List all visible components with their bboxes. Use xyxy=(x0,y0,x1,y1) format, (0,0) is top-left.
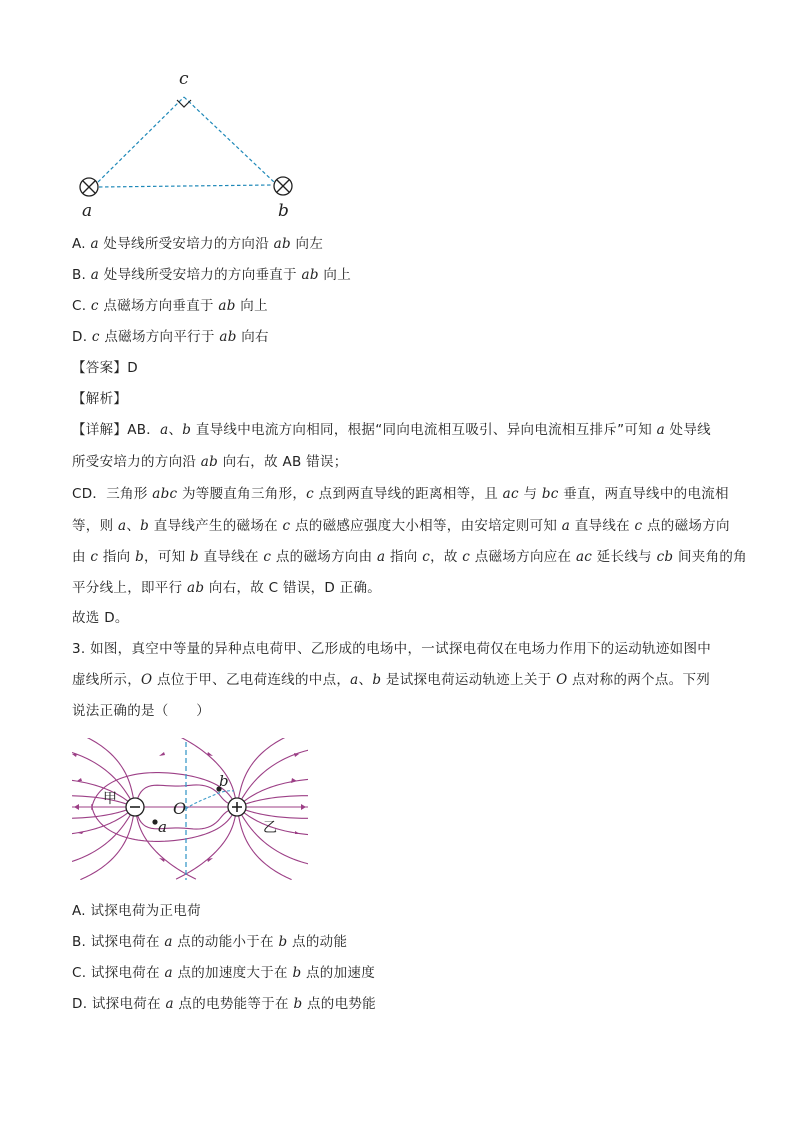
q3-option-b xyxy=(72,932,347,952)
math-variable: a xyxy=(656,422,665,438)
text-run: 平分线上，即平行 xyxy=(72,580,187,596)
q3-option-c xyxy=(72,963,375,983)
text-run: 、 xyxy=(168,422,183,438)
text-run: 直导线在 xyxy=(198,549,264,565)
text-run: ，可知 xyxy=(144,549,191,565)
text-run: A. 试探电荷为正电荷 xyxy=(72,903,201,919)
trajectory-dashed-line xyxy=(186,791,234,809)
math-variable: c xyxy=(282,518,291,534)
negative-charge-icon xyxy=(126,798,144,816)
text-run: C. xyxy=(72,298,91,314)
math-variable: a xyxy=(118,518,127,534)
math-variable: b xyxy=(190,549,199,565)
label-yi: 乙 xyxy=(263,820,277,836)
text-run: 垂直，两直导线中的电流相 xyxy=(558,486,729,502)
text-run: 向右 xyxy=(236,329,269,345)
label-a: a xyxy=(82,201,93,221)
math-variable: c xyxy=(90,549,99,565)
text-run: 与 xyxy=(518,486,542,502)
text-run: 直导线中电流方向相同，根据“同向电流相互吸引、异向电流相互排斥”可知 xyxy=(191,422,657,438)
text-run: 处导线 xyxy=(664,422,711,438)
math-variable: ab xyxy=(200,454,219,470)
field-lines xyxy=(69,734,313,879)
text-run: 点的动能 xyxy=(287,934,348,950)
label-a-point: a xyxy=(158,818,167,836)
math-variable: a xyxy=(90,267,100,283)
text-run: 点磁场方向垂直于 xyxy=(98,298,219,314)
text-run: 所受安培力的方向沿 xyxy=(72,454,201,470)
text-run: B. xyxy=(72,267,91,283)
math-variable: c xyxy=(634,518,643,534)
text-run: D. 试探电荷在 xyxy=(72,996,166,1012)
text-run: 向右，故 C 错误，D 正确。 xyxy=(204,580,382,596)
text-run: 等，则 xyxy=(72,518,118,534)
math-variable: c xyxy=(422,549,431,565)
text-run: 是试探电荷运动轨迹上关于 xyxy=(381,672,557,688)
math-variable: cb xyxy=(656,549,674,565)
text-run: CD．三角形 xyxy=(72,486,153,502)
text-run: C. 试探电荷在 xyxy=(72,965,165,981)
math-variable: b xyxy=(278,934,288,950)
text-run: 向右，故 AB 错误； xyxy=(218,454,348,470)
text-run: 3. 如图，真空中等量的异种点电荷甲、乙形成的电场中，一试探电荷仅在电场力作用下的运动轨迹如图中 xyxy=(72,641,712,657)
text-run: 点的磁感应强度大小相等，由安培定则可知 xyxy=(290,518,562,534)
text-run: 点的动能小于在 xyxy=(172,934,279,950)
math-variable: a xyxy=(160,422,169,438)
text-run: 点位于甲、乙电荷连线的中点， xyxy=(152,672,351,688)
positive-charge-icon xyxy=(228,798,246,816)
math-variable: a xyxy=(164,965,173,981)
math-variable: b xyxy=(292,965,302,981)
text-run: 直导线在 xyxy=(570,518,635,534)
text-run: 故选 D。 xyxy=(72,610,129,626)
math-variable: b xyxy=(135,549,145,565)
math-variable: ab xyxy=(187,580,205,596)
text-run: 点到两直导线的距离相等，且 xyxy=(314,486,503,502)
math-variable: c xyxy=(90,298,99,314)
text-run: 向上 xyxy=(235,298,268,314)
math-variable: O xyxy=(141,672,153,688)
text-run: 说法正确的是（ ） xyxy=(72,703,210,719)
text-run: D. xyxy=(72,329,92,345)
text-run: 由 xyxy=(72,549,91,565)
text-run: 点的电势能等于在 xyxy=(173,996,294,1012)
math-variable: c xyxy=(91,329,100,345)
text-run: 直导线产生的磁场在 xyxy=(149,518,283,534)
text-run: 延长线与 xyxy=(592,549,657,565)
label-b-point: b xyxy=(219,772,229,790)
math-variable: ac xyxy=(502,486,519,502)
text-run: 处导线所受安培力的方向垂直于 xyxy=(99,267,302,283)
text-run: 点的磁场方向由 xyxy=(271,549,378,565)
text-run: 为等腰直角三角形， xyxy=(177,486,307,502)
text-run: 点的电势能 xyxy=(302,996,376,1012)
math-variable: O xyxy=(556,672,568,688)
label-c: c xyxy=(179,69,189,89)
math-variable: a xyxy=(164,934,173,950)
text-run: 点磁场方向平行于 xyxy=(99,329,220,345)
math-variable: bc xyxy=(541,486,559,502)
math-variable: a xyxy=(561,518,571,534)
text-run: 向上 xyxy=(318,267,351,283)
q3-option-a xyxy=(72,901,201,921)
text-run: 点的磁场方向 xyxy=(642,518,730,534)
math-variable: ab xyxy=(301,267,319,283)
text-run: 向左 xyxy=(290,236,324,252)
math-variable: ab xyxy=(219,329,237,345)
math-variable: c xyxy=(263,549,272,565)
math-variable: ab xyxy=(273,236,291,252)
math-variable: a xyxy=(350,672,359,688)
text-run: 、 xyxy=(358,672,373,688)
text-run: 点对称的两个点。下列 xyxy=(567,672,711,688)
math-variable: b xyxy=(182,422,192,438)
label-o: O xyxy=(173,799,187,818)
math-variable: a xyxy=(377,549,386,565)
math-variable: abc xyxy=(152,486,178,502)
q3-option-d xyxy=(72,994,376,1014)
text-run: 处导线所受安培力的方向沿 xyxy=(98,236,274,252)
text-run: 【答案】D xyxy=(72,360,138,376)
math-variable: c xyxy=(462,549,471,565)
text-run: 指向 xyxy=(385,549,423,565)
text-run: 点的加速度 xyxy=(301,965,375,981)
math-variable: a xyxy=(165,996,174,1012)
math-variable: b xyxy=(372,672,382,688)
math-variable: a xyxy=(90,236,99,252)
text-run: ，故 xyxy=(430,549,463,565)
text-run: B. 试探电荷在 xyxy=(72,934,165,950)
text-run: 点磁场方向应在 xyxy=(470,549,576,565)
text-run: 【解析】 xyxy=(72,391,128,407)
math-variable: ab xyxy=(218,298,236,314)
text-run: 间夹角的角 xyxy=(673,549,747,565)
point-a-dot xyxy=(152,819,157,824)
label-jia: 甲 xyxy=(103,791,117,807)
text-run: 虚线所示， xyxy=(72,672,141,688)
text-run: 点的加速度大于在 xyxy=(172,965,293,981)
text-run: 、 xyxy=(126,518,141,534)
text-run: A. xyxy=(72,236,91,252)
math-variable: b xyxy=(140,518,150,534)
label-b: b xyxy=(278,201,289,221)
math-variable: b xyxy=(293,996,303,1012)
math-variable: ac xyxy=(575,549,593,565)
math-variable: c xyxy=(306,486,315,502)
text-run: 【详解】AB． xyxy=(72,422,161,438)
text-run: 指向 xyxy=(98,549,136,565)
